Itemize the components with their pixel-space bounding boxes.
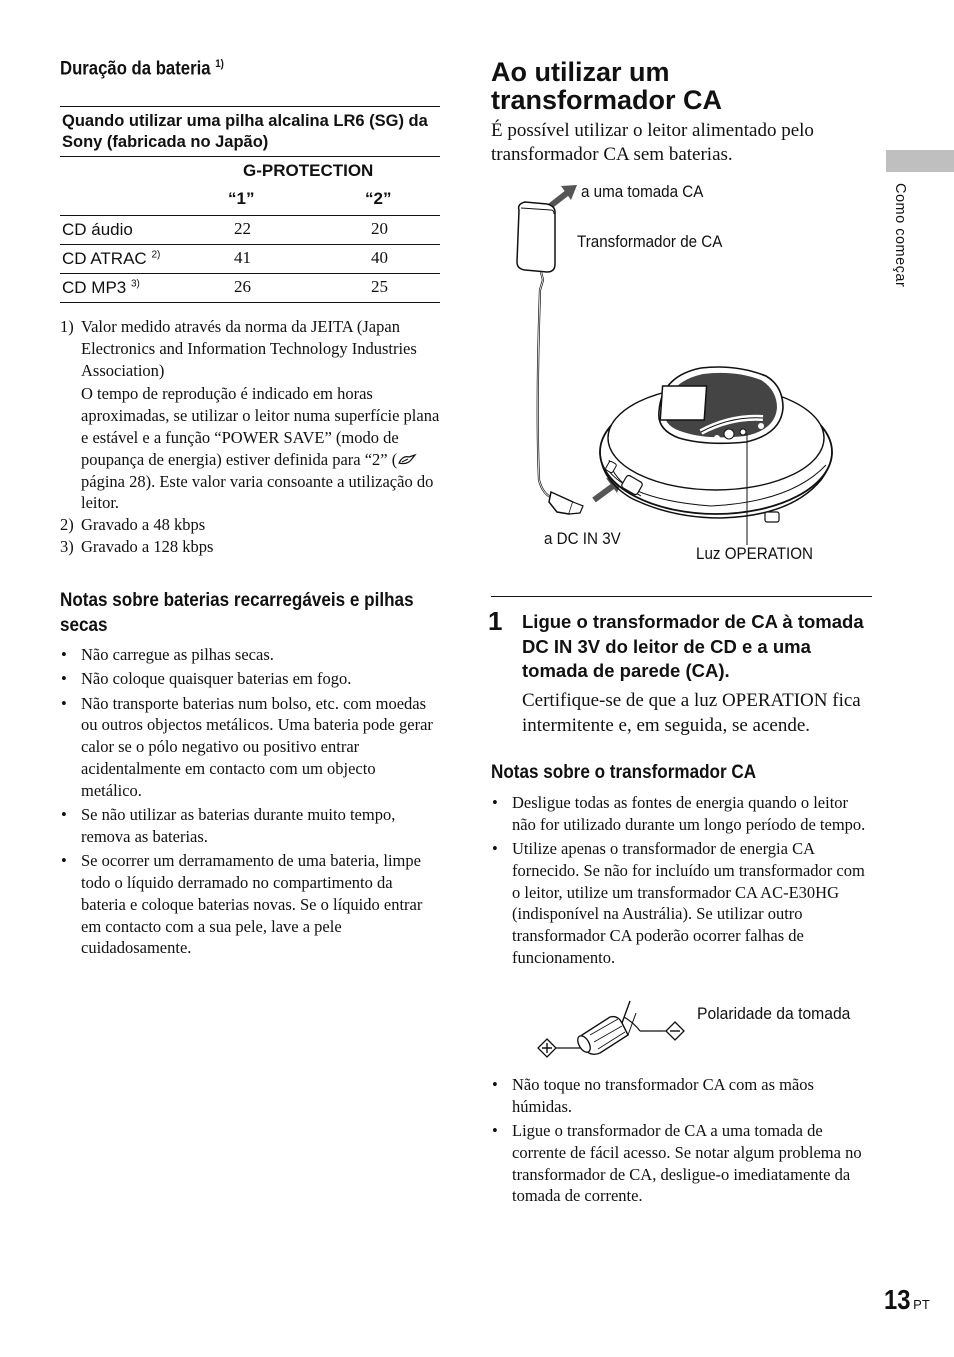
list-item: • Se ocorrer um derramamento de uma bateria, limpe todo o líquido derramado no compartimento da bateria e coloque baterias novas. Se o líquido entrar em contacto com a sua pele, lave a pele cuidadosamente. <box>60 850 438 959</box>
row-value-1: 26 <box>234 277 251 296</box>
intro-text: É possível utilizar o leitor alimentado pelo transformador CA sem baterias. <box>491 120 814 165</box>
row-value-1: 41 <box>234 248 251 267</box>
footnote-number: 2) <box>60 515 74 535</box>
step-number: 1 <box>488 606 503 636</box>
footnote-number: 3) <box>60 536 74 556</box>
list-item: • Utilize apenas o transformador de energia CA fornecido. Se não for incluído um transformador com o leitor, utilize um transformador CA AC-E30HG (indisponível na Austrália). Se utilizar outro transformador CA poderão ocorrer falhas de funcionamento. <box>491 838 871 969</box>
page-reference-icon <box>397 453 417 467</box>
label-adapter: Transformador de CA <box>577 233 723 251</box>
plug-polarity-label: Polaridade da tomada <box>697 1005 851 1023</box>
label-operation-light: Luz OPERATION <box>696 545 813 563</box>
footnote-number: 1) <box>60 317 74 336</box>
page-number-value: 13 <box>884 1284 911 1315</box>
adapter-notes-heading: Notas sobre o transformador CA <box>491 762 757 783</box>
plug-polarity-icon <box>530 995 690 1065</box>
list-item: • Não carregue as pilhas secas. <box>60 644 438 666</box>
list-item: • Não coloque quaisquer baterias em fogo. <box>60 668 438 690</box>
table-row <box>60 245 440 274</box>
section-tab-label: Como começar <box>892 183 908 288</box>
row-value-2: 20 <box>371 219 388 238</box>
footnote <box>60 514 440 536</box>
col-1-header: “1” <box>228 189 255 208</box>
step-instruction: Ligue o transformador de CA à tomada DC IN 3V do leitor de CD e a uma tomada de parede (CA). <box>522 611 864 681</box>
table-row <box>60 274 440 303</box>
table-header <box>60 157 440 216</box>
row-label: CD ATRAC $^{2)}$ <box>62 249 161 268</box>
battery-notes-list <box>60 644 438 962</box>
list-item: • Se não utilizar as baterias durante muito tempo, remova as baterias. <box>60 804 438 848</box>
table-row <box>60 216 440 245</box>
label-outlet: a uma tomada CA <box>581 183 704 201</box>
footnote <box>60 316 440 514</box>
footnote <box>60 536 440 558</box>
row-label: CD áudio <box>62 220 133 239</box>
step-divider <box>491 596 872 597</box>
footnotes <box>60 316 440 558</box>
row-label: CD MP3 $^{3)}$ <box>62 278 140 297</box>
page-language: PT <box>913 1297 930 1312</box>
footnote-text: Gravado a 128 kbps <box>81 536 214 556</box>
list-item: • Não transporte baterias num bolso, etc. com moedas ou outros objectos metálicos. Uma bateria pode gerar calor se o pólo negativo ou positivo entrar acidentalmente em contacto com um objecto metálico. <box>60 693 438 802</box>
step-body: Certifique-se de que a luz OPERATION fica intermitente e, em seguida, se acende. <box>522 690 861 736</box>
row-value-1: 22 <box>234 219 251 238</box>
footnote-text: Valor medido através da norma da JEITA (Japan Electronics and Information Technology Industries Association) <box>81 317 417 380</box>
footnote-ref: 1) <box>215 58 224 70</box>
list-item: • Desligue todas as fontes de energia quando o leitor não for utilizado durante um longo período de tempo. <box>491 792 871 836</box>
battery-duration-heading <box>60 58 224 80</box>
adapter-notes-list-2 <box>491 1074 871 1210</box>
page-number <box>884 1284 930 1316</box>
battery-table <box>60 106 440 303</box>
label-dc-in: a DC IN 3V <box>544 530 621 548</box>
battery-notes-heading: Notas sobre baterias recarregáveis e pilhas secas <box>60 590 414 636</box>
col-2-header: “2” <box>365 189 392 208</box>
heading-text: Duração da bateria <box>60 58 211 80</box>
table-caption: Quando utilizar uma pilha alcalina LR6 (SG) da Sony (fabricada no Japão) <box>60 106 440 157</box>
row-value-2: 25 <box>371 277 388 296</box>
footnote-text: O tempo de reprodução é indicado em horas aproximadas, se utilizar o leitor numa superfície plana e estável e a função “POWER SAVE” (modo de poupança de energia) estiver definida para “2” ( página 28). Este valor varia consoante a utilização do leitor. <box>81 384 440 513</box>
g-protection-header: G-PROTECTION <box>243 161 374 180</box>
list-item: • Ligue o transformador de CA a uma tomada de corrente de fácil acesso. Se notar algum problema no transformador de CA, desligue-o imediatamente da tomada de corrente. <box>491 1120 871 1207</box>
section-title: Ao utilizar um transformador CA <box>491 57 723 115</box>
connection-diagram <box>491 180 871 580</box>
adapter-notes-list <box>491 792 871 971</box>
section-tab-marker <box>886 150 954 172</box>
row-value-2: 40 <box>371 248 388 267</box>
list-item: • Não toque no transformador CA com as mãos húmidas. <box>491 1074 871 1118</box>
footnote-text: Gravado a 48 kbps <box>81 515 206 535</box>
